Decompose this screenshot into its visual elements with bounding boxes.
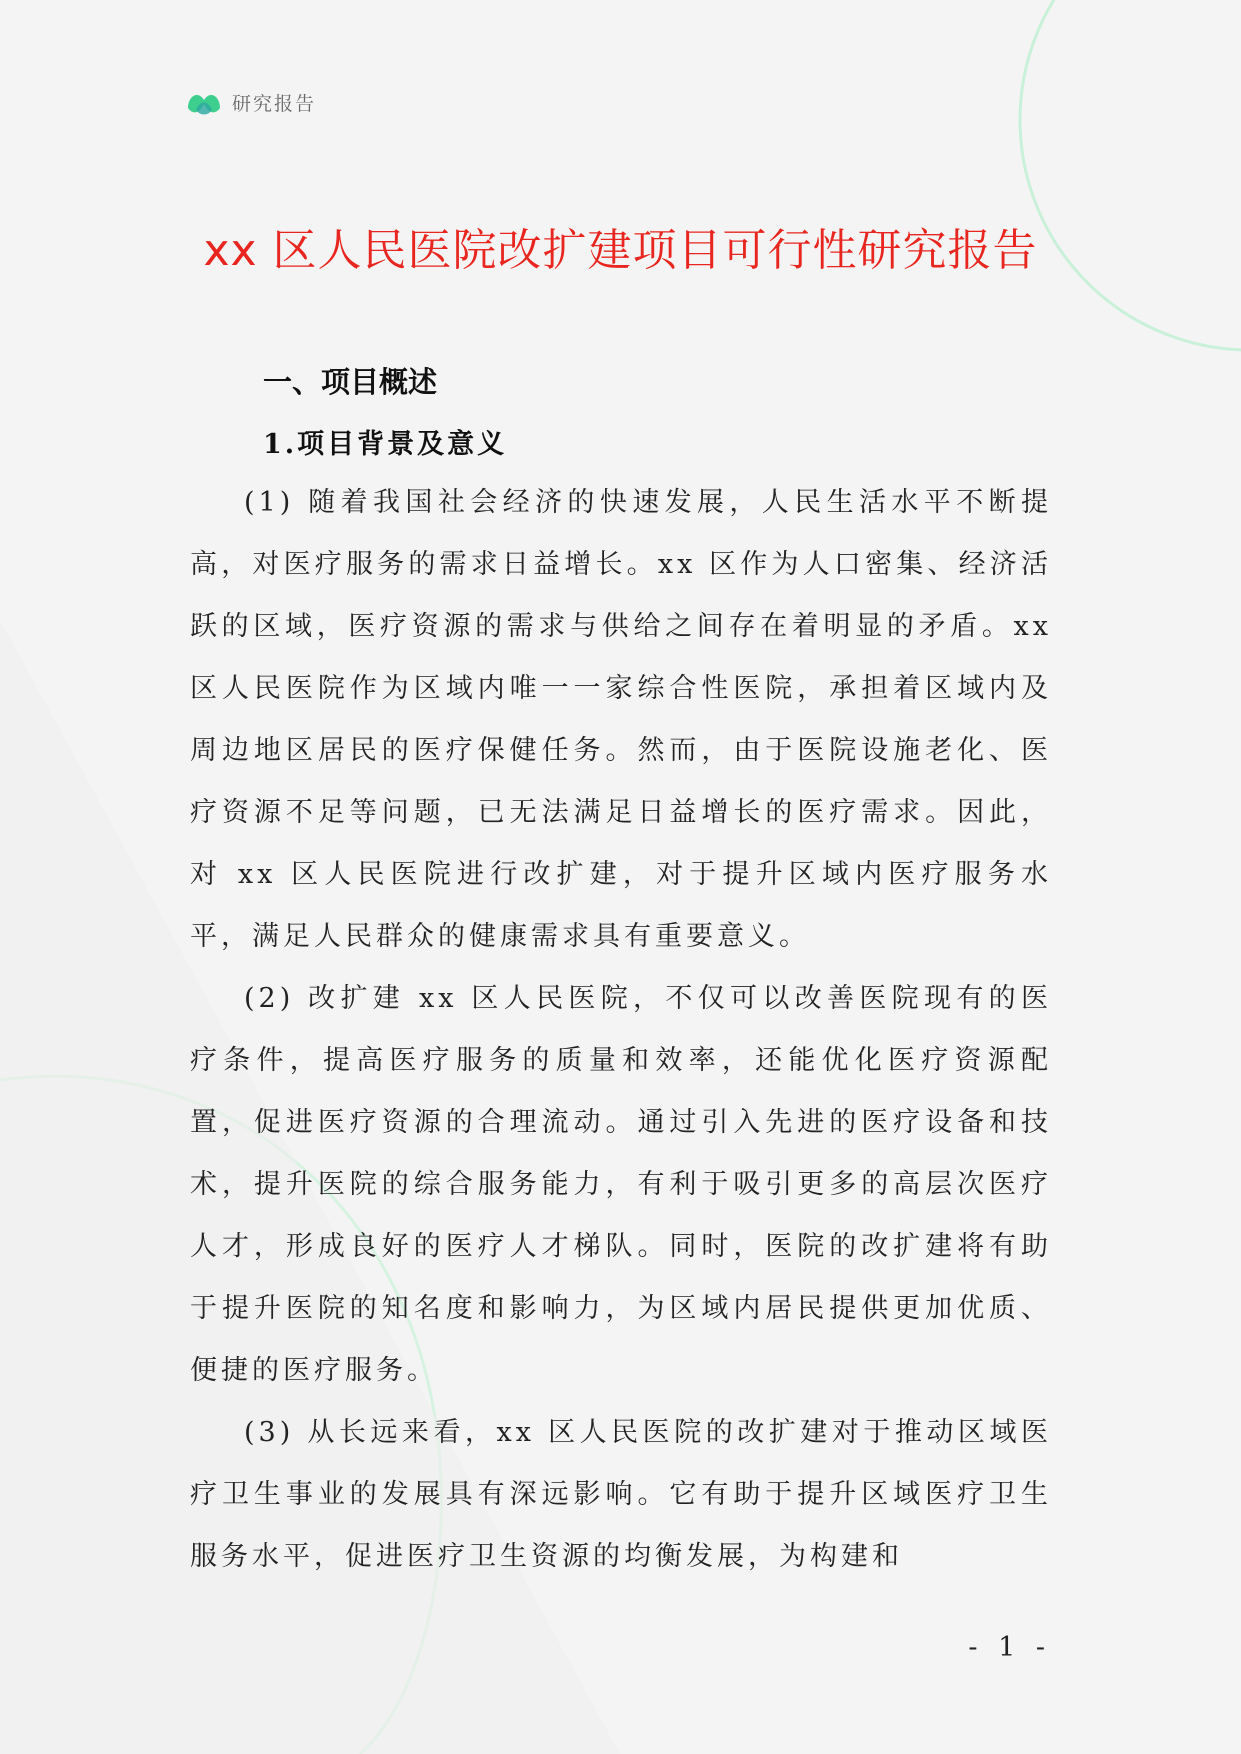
brand-logo-icon xyxy=(186,86,222,118)
header-brand xyxy=(186,86,316,118)
paragraph-3: (3) 从长远来看，xx 区人民医院的改扩建对于推动区域医疗卫生事业的发展具有深远影响。它有助于提升区域医疗卫生服务水平，促进医疗卫生资源的均衡发展，为构建和 xyxy=(190,1417,1052,1572)
paragraph-1: (1) 随着我国社会经济的快速发展，人民生活水平不断提高，对医疗服务的需求日益增长。xx 区作为人口密集、经济活跃的区域，医疗资源的需求与供给之间存在着明显的矛盾。xx 区人民医院作为区域内唯一一家综合性医院，承担着区域内及周边地区居民的医疗保健任务。然而，由于医院设施老化、医疗资源不足等问题，已无法满足日益增长的医疗需求。因此，对 xx 区人民医院进行改扩建，对于提升区域内医疗服务水平，满足人民群众的健康需求具有重要意义。 xyxy=(190,487,1052,952)
sub-heading: 1.项目背景及意义 xyxy=(263,429,508,460)
decor-circle-top xyxy=(1020,0,1241,350)
page-number: - 1 - xyxy=(968,1632,1051,1663)
brand-label: 研究报告 xyxy=(232,92,317,115)
document-title: xx 区人民医院改扩建项目可行性研究报告 xyxy=(203,225,1038,276)
body-text xyxy=(190,472,1052,1588)
paragraph-2: (2) 改扩建 xx 区人民医院，不仅可以改善医院现有的医疗条件，提高医疗服务的质量和效率，还能优化医疗资源配置，促进医疗资源的合理流动。通过引入先进的医疗设备和技术，提升医院的综合服务能力，有利于吸引更多的高层次医疗人才，形成良好的医疗人才梯队。同时，医院的改扩建将有助于提升医院的知名度和影响力，为区域内居民提供更加优质、便捷的医疗服务。 xyxy=(190,983,1052,1386)
section-heading: 一、项目概述 xyxy=(263,365,438,399)
